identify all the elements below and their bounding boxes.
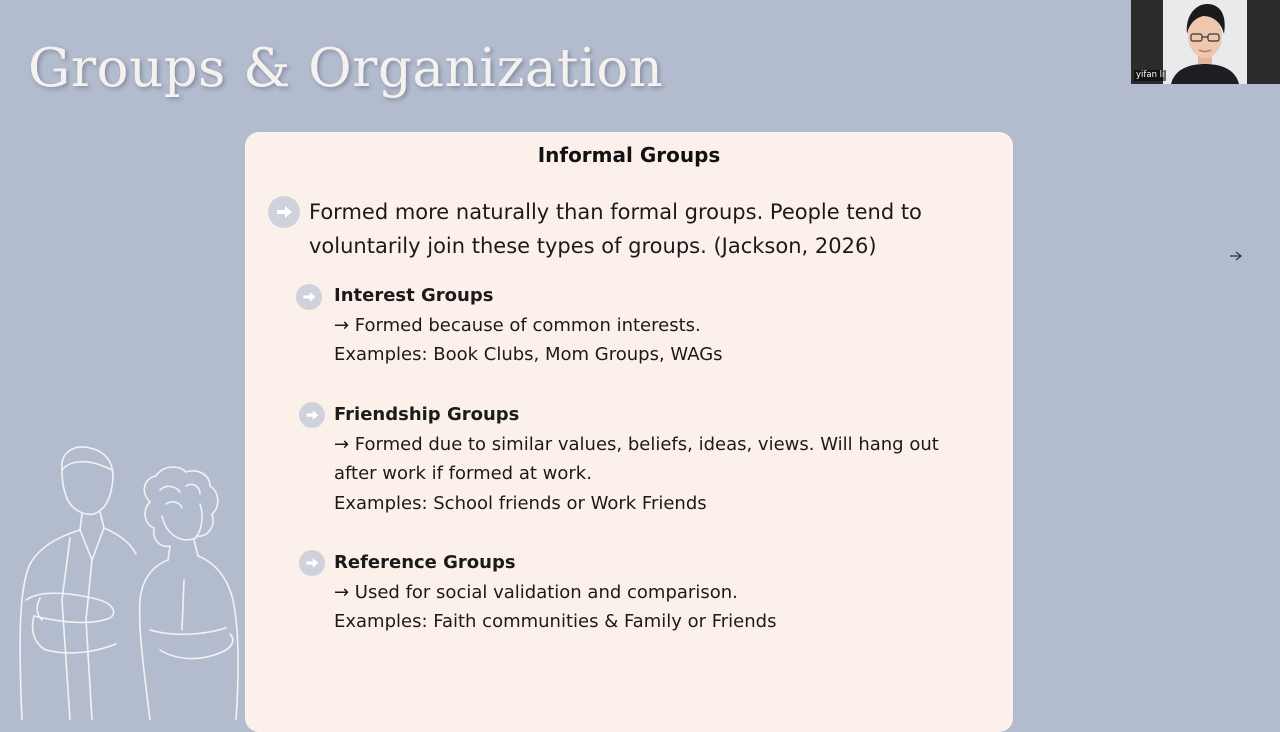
- group-description: → Used for social validation and comparison.: [334, 581, 738, 603]
- group-interest: [334, 281, 994, 370]
- arrow-circle-icon: [299, 550, 325, 576]
- avatar: [1163, 0, 1247, 84]
- group-name: Friendship Groups: [334, 404, 520, 425]
- couple-line-art-icon: [0, 430, 250, 720]
- slide-title: Groups & Organization: [28, 38, 664, 99]
- arrow-circle-icon: [268, 196, 300, 228]
- group-name: Reference Groups: [334, 552, 516, 573]
- card-title: Informal Groups: [537, 143, 721, 167]
- group-description: → Formed because of common interests.: [334, 314, 701, 336]
- group-examples: Examples: School friends or Work Friends: [334, 492, 707, 514]
- group-reference: [334, 548, 994, 637]
- arrow-circle-icon: [299, 402, 325, 428]
- intro-text: Formed more naturally than formal groups. People tend to voluntarily join these types of groups. (Jackson, 2026): [309, 200, 922, 258]
- group-friendship: [334, 400, 984, 518]
- participant-name: yifan li: [1136, 70, 1165, 80]
- group-examples: Examples: Faith communities & Family or Friends: [334, 611, 777, 632]
- participant-video[interactable]: [1131, 0, 1280, 84]
- pointer-arrow-icon: [1229, 251, 1243, 261]
- arrow-circle-icon: [296, 284, 322, 310]
- group-examples: Examples: Book Clubs, Mom Groups, WAGs: [334, 344, 723, 365]
- group-description: → Formed due to similar values, beliefs, ideas, views. Will hang out after work if formed at work.: [334, 433, 939, 484]
- group-name: Interest Groups: [334, 285, 494, 306]
